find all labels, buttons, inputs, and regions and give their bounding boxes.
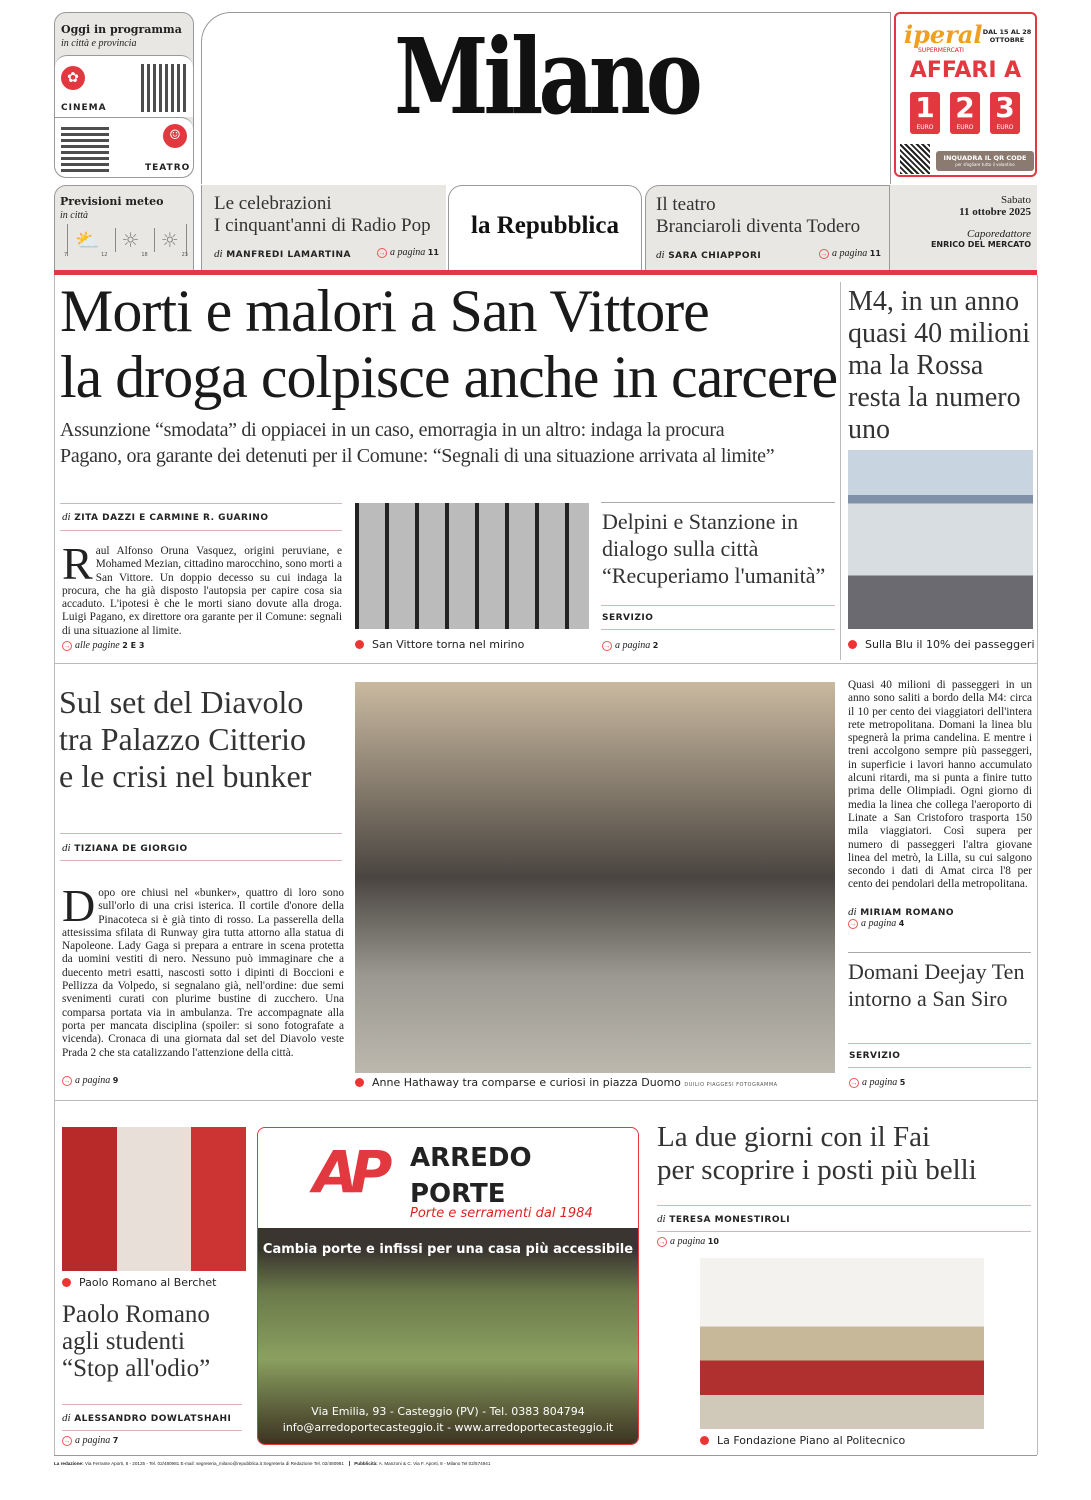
cinema-label: CINEMA	[61, 103, 107, 113]
iperal-cta: INQUADRA IL QR CODE per sfogliare tutto il volantino	[936, 151, 1034, 171]
qr-code-icon	[141, 64, 189, 112]
sun-icon: ☼	[154, 228, 179, 252]
hour-label: 7	[64, 252, 68, 258]
rule	[657, 1231, 1031, 1232]
rule	[60, 833, 342, 834]
arredo-tagline: Porte e serramenti dal 1984	[410, 1206, 593, 1221]
teaser-title: I cinquant'anni di Radio Pop	[214, 215, 431, 236]
meteo-box	[54, 185, 194, 271]
rule	[601, 629, 835, 630]
editor-role: Caporedattore	[967, 228, 1031, 240]
column-divider	[840, 282, 841, 660]
rule	[848, 1043, 1031, 1044]
section-divider	[54, 1100, 1037, 1101]
author: MANFREDI LAMARTINA	[226, 250, 351, 260]
meteo-subtitle: in città	[60, 210, 89, 221]
lead-author: ZITA DAZZI E CARMINE R. GUARINO	[74, 513, 269, 523]
hour-label: 18	[141, 252, 148, 258]
page-ref[interactable]: → a pagina 9	[63, 1075, 119, 1086]
romano-headline[interactable]: Paolo Romano agli studenti “Stop all'odio”	[62, 1301, 211, 1382]
frame-right	[1037, 275, 1038, 1455]
m4-headline[interactable]: M4, in un anno quasi 40 milioni ma la Rossa resta la numero uno	[848, 286, 1030, 445]
fai-author: TERESA MONESTIROLI	[669, 1215, 791, 1225]
arrow-icon: →	[63, 1077, 71, 1085]
qr-code-icon	[61, 124, 109, 172]
section-label: SERVIZIO	[849, 1051, 901, 1061]
red-rule	[54, 270, 1037, 275]
lead-body: Raul Alfonso Oruna Vasquez, origini peruviane, e Mohamed Mezian, cittadino marocchino, sono morti a San Vittore. Un doppio decesso su cui indaga la procura, che ha già disposto l'autopsia per capire cosa sia accaduto. L'ipotesi è che le morti siano dovute alla droga. Luigi Pagano, ex direttore ora garante per il Comune: segnali di una situazione al limite.	[62, 538, 342, 637]
arrow-icon: →	[850, 1079, 858, 1087]
arrow-icon: →	[820, 250, 828, 258]
hour-label: 12	[101, 252, 108, 258]
arredo-porte-ad[interactable]	[257, 1127, 639, 1445]
diavolo-headline[interactable]: Sul set del Diavolo tra Palazzo Citterio e le crisi nel bunker	[59, 684, 312, 794]
rule	[60, 503, 342, 504]
date-box	[890, 185, 1037, 271]
page-ref[interactable]: → a pagina 11	[820, 248, 881, 259]
fondazione-piano-photo	[700, 1258, 984, 1429]
romano-author: ALESSANDRO DOWLATSHAHI	[74, 1414, 232, 1424]
author: SARA CHIAPPORI	[668, 251, 762, 261]
rule	[60, 860, 342, 861]
photo-credit: DUILIO PIAGGESI FOTOGRAMMA	[684, 1082, 778, 1088]
rule	[601, 502, 835, 503]
footer: La redazione: Via Ferrante Aporti, 8 - 20125 - Tel. 02/480981 E-mail: segreteria_milano@repubblica.it Segreteria di Redazione Tel. 02/480981 Pubblicità: A. Manzoni & C. Via F. Aporti, 8 - Milano Tel 02/574941	[54, 1461, 491, 1466]
page-ref[interactable]: → a pagina 7	[63, 1435, 119, 1446]
arrow-icon: →	[378, 249, 386, 257]
page-ref[interactable]: → a pagina 2	[603, 640, 659, 651]
photo-caption: La Fondazione Piano al Politecnico	[700, 1434, 905, 1447]
programma-subtitle: in città e provincia	[61, 38, 137, 49]
footer-rule	[54, 1455, 1037, 1456]
rule	[62, 1404, 242, 1405]
page-ref[interactable]: → a pagina 5	[850, 1077, 906, 1088]
arrow-icon: →	[849, 920, 857, 928]
price-tag-2: 2 EURO	[950, 92, 980, 134]
arrow-icon: →	[63, 642, 71, 650]
section-label: SERVIZIO	[602, 613, 654, 623]
page-ref[interactable]: → a pagina 11	[378, 247, 439, 258]
m4-station-photo	[848, 450, 1033, 629]
hour-label: 23	[181, 252, 188, 258]
teaser-title: Branciaroli diventa Todero	[656, 216, 861, 237]
photo-caption: Paolo Romano al Berchet	[62, 1276, 216, 1289]
price-tag-3: 3 EURO	[990, 92, 1020, 134]
ad-contacts: Via Emilia, 93 - Casteggio (PV) - Tel. 0383 804794 info@arredoportecasteggio.it - www.arredoportecasteggio.it	[282, 1405, 614, 1434]
editor-name: ENRICO DEL MERCATO	[930, 240, 1031, 249]
issue-date: 11 ottobre 2025	[959, 206, 1031, 218]
programma-title: Oggi in programma	[61, 23, 182, 36]
m4-body: Quasi 40 milioni di passeggeri in un anno sono saliti a bordo della M4: circa il 10 per cento dei viaggiatori dell'intera rete metropolitana. Domani la linea blu spegnerà la prima candelina. E mentre i treni accolgono sempre più passeggeri, in superficie i lavori hanno accumulato alcuni ritardi, ma si punta a finire tutto prima delle Olimpiadi. Ogni giorno di media la linea che collega l'aeroporto di Linate a San Cristoforo trasporta 150 mila viaggiatori. Così supera per numero di passeggeri l'altra giovane linea del metrò, la Lilla, su cui salgono secondo i dati di Amat circa l'8 per cento dei pendolari della metropolitana.	[848, 679, 1032, 891]
frame-left	[54, 275, 55, 1455]
teatro-link[interactable]	[55, 117, 193, 177]
paolo-romano-photo	[62, 1127, 246, 1271]
arredo-brand: ARREDO PORTE	[410, 1143, 532, 1209]
arrow-icon: →	[658, 1238, 666, 1246]
iperal-logo: iperal	[904, 20, 983, 49]
photo-caption: Anne Hathaway tra comparse e curiosi in piazza Duomo DUILIO PIAGGESI FOTOGRAMMA	[355, 1076, 778, 1089]
section-divider	[54, 663, 1037, 664]
teatro-teaser[interactable]: Il teatro Branciaroli diventa Todero di SARA CHIAPPORI → a pagina 11	[645, 185, 890, 271]
sun-icon: ☼	[115, 228, 140, 252]
ad-headline: Cambia porte e infissi per una casa più accessibile	[262, 1242, 634, 1257]
m4-author: MIRIAM ROMANO	[860, 908, 955, 918]
masthead-box	[201, 12, 891, 184]
iperal-dates: DAL 15 AL 28 OTTOBRE	[982, 28, 1032, 44]
meteo-title: Previsioni meteo	[60, 195, 164, 208]
celebrazioni-teaser[interactable]: Le celebrazioni I cinquant'anni di Radio Pop di MANFREDI LAMARTINA → a pagina 11	[201, 185, 446, 271]
rule	[657, 1205, 1031, 1206]
lead-headline[interactable]: Morti e malori a San Vittore la droga colpisce anche in carcere	[60, 278, 838, 410]
price-tag-1: 1 EURO	[910, 92, 940, 134]
teatro-label: TEATRO	[145, 163, 191, 173]
caption-dot-icon	[848, 640, 857, 649]
caption-dot-icon	[700, 1436, 709, 1445]
partly-cloudy-icon: ⛅	[75, 228, 101, 252]
fai-headline[interactable]: La due giorni con il Fai per scoprire i posti più belli	[657, 1121, 977, 1186]
weekday: Sabato	[1001, 194, 1031, 206]
anne-hathaway-photo	[355, 682, 835, 1073]
programma-box	[54, 12, 194, 178]
arredo-logo-icon: AP	[313, 1138, 385, 1206]
iperal-headline: AFFARI A	[909, 58, 1022, 83]
arrow-icon: →	[603, 642, 611, 650]
qr-code-icon	[900, 144, 930, 174]
repubblica-logo: la Repubblica	[448, 185, 642, 271]
teaser-kicker: Il teatro	[656, 194, 716, 215]
diavolo-author: TIZIANA DE GIORGIO	[74, 844, 188, 854]
iperal-ad[interactable]	[894, 12, 1037, 177]
page-ref[interactable]: → a pagina 4	[849, 918, 905, 929]
photo-caption: San Vittore torna nel mirino	[355, 638, 524, 651]
iperal-sub: SUPERMERCATI	[918, 47, 964, 54]
masthead-title: Milano	[394, 15, 698, 138]
san-vittore-photo	[355, 503, 589, 629]
caption-dot-icon	[62, 1278, 71, 1287]
rule	[601, 605, 835, 606]
photo-caption: Sulla Blu il 10% dei passeggeri	[848, 638, 1035, 651]
teaser-kicker: Le celebrazioni	[214, 193, 332, 214]
caption-dot-icon	[355, 1078, 364, 1087]
caption-dot-icon	[355, 640, 364, 649]
diavolo-body: Dopo ore chiusi nel «bunker», quattro di loro sono sull'orlo di una crisi isterica. Il cortile d'onore della Pinacoteca si è già tinto di rosso. La passerella della attesissima sfilata di Runway gira tutta attorno alla statua di Napoleone. Lady Gaga si prepara a entrare in scena protetta da uomini vestiti di nero. Nessuno può immaginare che a duecento metri esatti, nascosti sotto i dipinti di Boccioni e Pellizza da Volpedo, si segnalano già, nell'ordine: due semi svenimenti curati con plurime bustine di zucchero. Una comparsa portata via in ambulanza. Tre accompagnate alla porta per mancata disciplina (spoiler: si sono fotografate a vicenda). Cronaca di una giornata dal set del Diavolo veste Prada 2 che sta catalizzando l'attenzione della città.	[62, 880, 344, 1059]
theatre-mask-icon: ☺	[163, 124, 187, 148]
arrow-icon: →	[63, 1437, 71, 1445]
lead-subheadline: Assunzione “smodata” di oppiacei in un caso, emorragia in un altro: indaga la procura Pagano, ora garante dei detenuti per il Comune: “Segnali di una situazione arrivata al limite”	[60, 419, 775, 467]
film-reel-icon: ✿	[61, 66, 85, 90]
rule	[848, 952, 1031, 953]
deejay-headline[interactable]: Domani Deejay Ten intorno a San Siro	[848, 959, 1025, 1011]
rule	[60, 530, 342, 531]
page-ref[interactable]: → alle pagine 2 E 3	[63, 640, 145, 651]
delpini-headline[interactable]: Delpini e Stanzione in dialogo sulla città “Recuperiamo l'umanità”	[602, 509, 826, 588]
rule	[848, 1067, 1031, 1068]
cinema-link[interactable]	[55, 55, 193, 117]
page-ref[interactable]: → a pagina 10	[658, 1236, 719, 1247]
rule	[62, 1430, 242, 1431]
